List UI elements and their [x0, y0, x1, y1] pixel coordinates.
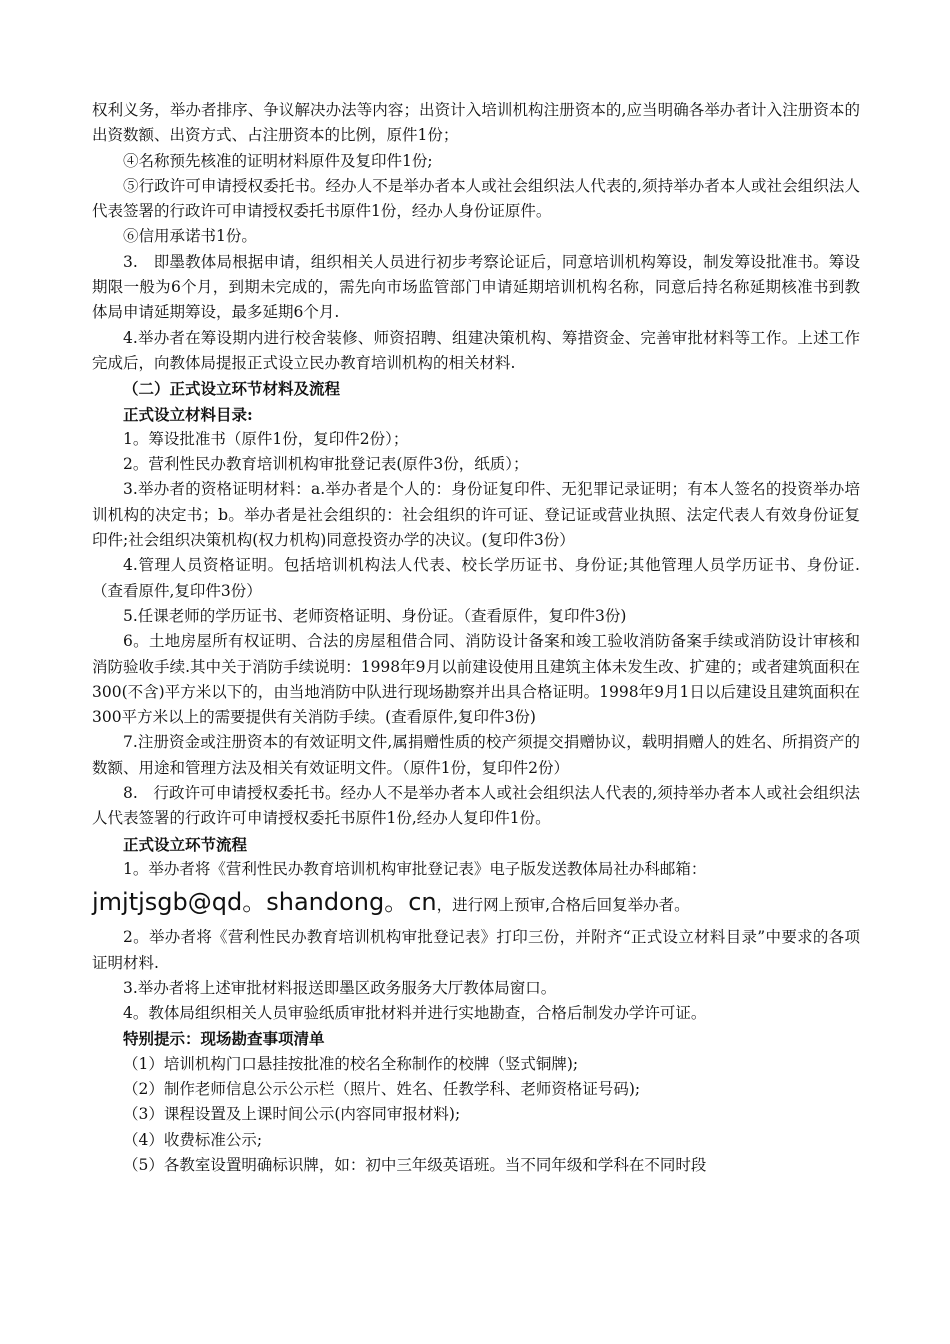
- email-line: [92, 882, 860, 925]
- paragraph: 4.举办者在筹设期内进行校舍装修、师资招聘、组建决策机构、筹措资金、完善审批材料等工作。上述工作完成后，向教体局提报正式设立民办教育培训机构的相关材料.: [92, 328, 860, 372]
- list-item: 8. 行政许可申请授权委托书。经办人不是举办者本人或社会组织法人代表的,须持举办者本人或社会组织法人代表签署的行政许可申请授权委托书原件1份,经办人复印件1份。: [92, 784, 860, 828]
- list-item: 5.任课老师的学历证书、老师资格证明、身份证。（查看原件，复印件3份): [123, 606, 627, 625]
- list-item: 2。举办者将《营利性民办教育培训机构审批登记表》打印三份，并附齐“正式设立材料目录”中要求的各项证明材料.: [92, 928, 860, 972]
- subsection-heading: 正式设立材料目录:: [123, 404, 253, 424]
- email-suffix: ，进行网上预审,合格后回复举办者。: [436, 896, 690, 915]
- checklist-item: （3）课程设置及上课时间公示(内容同审报材料);: [123, 1105, 461, 1124]
- list-item: 2。营利性民办教育培训机构审批登记表(原件3份，纸质）；: [123, 455, 529, 474]
- list-item: 3.举办者的资格证明材料：a.举办者是个人的：身份证复印件、无犯罪记录证明；有本人签名的投资举办培训机构的决定书；b。举办者是社会组织的：社会组织的许可证、登记证或营业执照、法定代表人有效身份证复印件;社会组织决策机构(权力机构)同意投资办学的决议。(复印件3份）: [92, 480, 860, 550]
- paragraph: ④名称预先核准的证明材料原件及复印件1份;: [123, 151, 433, 170]
- subsection-heading: 特别提示：现场勘查事项清单: [123, 1029, 325, 1049]
- document-page: [92, 98, 860, 1178]
- checklist-item: （5）各教室设置明确标识牌，如：初中三年级英语班。当不同年级和学科在不同时段: [123, 1155, 707, 1174]
- list-item: 4.管理人员资格证明。包括培训机构法人代表、校长学历证书、身份证;其他管理人员学历证书、身份证.（查看原件,复印件3份）: [92, 556, 860, 600]
- checklist-item: （4）收费标准公示;: [123, 1130, 263, 1149]
- paragraph: 3. 即墨教体局根据申请，组织相关人员进行初步考察论证后，同意培训机构筹设，制发筹设批准书。筹设期限一般为6个月，到期未完成的，需先向市场监管部门申请延期培训机构名称，同意后持名称延期核准书到教体局申请延期筹设，最多延期6个月.: [92, 252, 860, 322]
- paragraph: ⑤行政许可申请授权委托书。经办人不是举办者本人或社会组织法人代表的,须持举办者本人或社会组织法人代表签署的行政许可申请授权委托书原件1份，经办人身份证原件。: [92, 176, 860, 221]
- checklist-item: （2）制作老师信息公示公示栏（照片、姓名、任教学科、老师资格证号码);: [123, 1079, 641, 1098]
- subsection-heading: 正式设立环节流程: [123, 834, 248, 854]
- paragraph: ⑥信用承诺书1份。: [123, 227, 257, 246]
- section-heading: （二）正式设立环节材料及流程: [123, 379, 341, 399]
- email-address: jmjtjsgb@qd。shandong。cn: [92, 888, 437, 917]
- list-item: 4。教体局组织相关人员审验纸质审批材料并进行实地勘查，合格后制发办学许可证。: [123, 1004, 707, 1023]
- checklist-item: （1）培训机构门口悬挂按批准的校名全称制作的校牌（竖式铜牌);: [123, 1054, 579, 1073]
- list-item: 3.举办者将上述审批材料报送即墨区政务服务大厅教体局窗口。: [123, 978, 557, 997]
- list-item: 1。筹设批准书（原件1份，复印件2份）；: [123, 429, 409, 448]
- list-item: 1。举办者将《营利性民办教育培训机构审批登记表》电子版发送教体局社办科邮箱：: [123, 859, 707, 878]
- list-item: 6。土地房屋所有权证明、合法的房屋租借合同、消防设计备案和竣工验收消防备案手续或消防设计审核和消防验收手续.其中关于消防手续说明：1998年9月以前建设使用且建筑主体未发生改、扩建的；或者建筑面积在300(不含)平方米以下的，由当地消防中队进行现场勘察并出具合格证明。1998年9月1日以后建设且建筑面积在300平方米以上的需要提供有关消防手续。(查看原件,复印件3份): [92, 632, 860, 727]
- list-item: 7.注册资金或注册资本的有效证明文件,属捐赠性质的校产须提交捐赠协议，载明捐赠人的姓名、所捐资产的数额、用途和管理方法及相关有效证明文件。（原件1份，复印件2份）: [92, 733, 860, 777]
- paragraph: 权利义务，举办者排序、争议解决办法等内容；出资计入培训机构注册资本的,应当明确各举办者计入注册资本的出资数额、出资方式、占注册资本的比例，原件1份；: [92, 101, 860, 145]
